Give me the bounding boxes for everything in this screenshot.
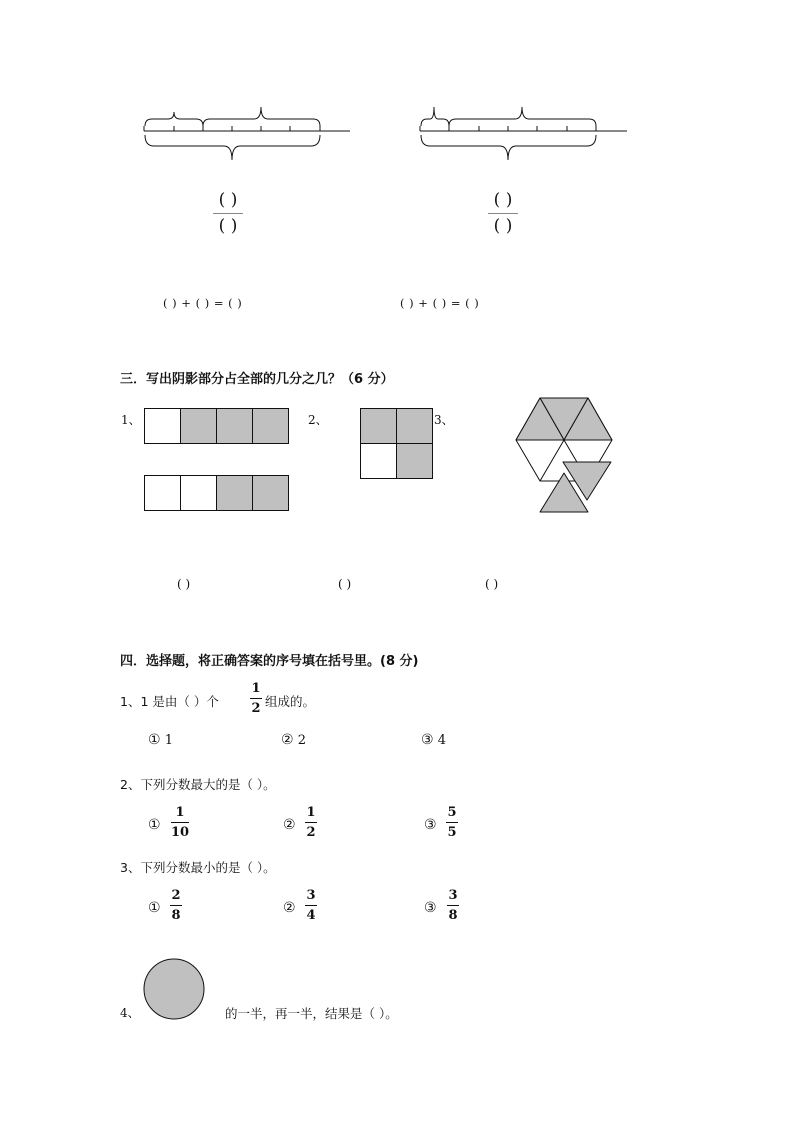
question-label-3: 3、: [434, 413, 454, 427]
fraction-denominator: ( ): [218, 216, 238, 236]
fraction-denominator: 2: [306, 825, 316, 840]
fraction-numerator: 1: [251, 681, 261, 696]
option-text: 1: [164, 733, 173, 748]
fraction-numerator: 2: [171, 888, 181, 903]
fraction-denominator: 8: [171, 908, 181, 923]
q3-option-2-marker[interactable]: ②: [283, 900, 296, 916]
option-marker: ③: [421, 732, 434, 748]
fraction-denominator: ( ): [493, 216, 513, 236]
section-3-title: 三．写出阴影部分占全部的几分之几？（6 分）: [120, 372, 394, 387]
fraction-denominator: 2: [251, 701, 261, 716]
answer-blank-1[interactable]: ( ): [177, 577, 191, 591]
q2-option-2-marker[interactable]: ②: [283, 817, 296, 833]
fraction-numerator: 1: [175, 805, 185, 820]
option-text: 2: [297, 733, 306, 748]
question-4-label: 4、: [120, 1006, 140, 1020]
answer-blank-2[interactable]: ( ): [338, 577, 352, 591]
question-4-stem: 的一半，再一半，结果是（ ）。: [225, 1006, 398, 1021]
q3-option-1-marker[interactable]: ①: [148, 900, 161, 916]
q3-option-3-marker[interactable]: ③: [424, 900, 437, 916]
question-1-stem: 1、1 是由（ ）个: [120, 694, 219, 709]
equation-right[interactable]: ( ) + ( ) = ( ): [400, 296, 480, 310]
question-1-tail: 组成的。: [265, 694, 316, 709]
fraction-denominator: 10: [171, 825, 190, 840]
equation-left[interactable]: ( ) + ( ) = ( ): [163, 296, 243, 310]
fraction-denominator: 4: [306, 908, 316, 923]
fraction-numerator: 3: [448, 888, 458, 903]
question-2-stem: 2、下列分数最大的是（ ）。: [120, 777, 276, 792]
question-3-stem: 3、下列分数最小的是（ ）。: [120, 860, 276, 875]
section-4-title: 四．选择题，将正确答案的序号填在括号里。(8 分): [120, 654, 419, 669]
fraction-numerator: 5: [447, 805, 457, 820]
option-text: 4: [437, 733, 446, 748]
option-marker: ②: [281, 732, 294, 748]
question-label-1: 1、: [121, 413, 141, 427]
fraction-numerator: 3: [306, 888, 316, 903]
fraction-numerator: ( ): [218, 190, 238, 210]
fraction-numerator: ( ): [493, 190, 513, 210]
fraction-numerator: 1: [306, 805, 316, 820]
fraction-denominator: 8: [448, 908, 458, 923]
shaded-circle: [144, 959, 204, 1019]
option-marker: ①: [148, 732, 161, 748]
q2-option-1-marker[interactable]: ①: [148, 817, 161, 833]
answer-blank-3[interactable]: ( ): [485, 577, 499, 591]
q2-option-3-marker[interactable]: ③: [424, 817, 437, 833]
fraction-denominator: 5: [447, 825, 457, 840]
question-label-2: 2、: [308, 413, 328, 427]
